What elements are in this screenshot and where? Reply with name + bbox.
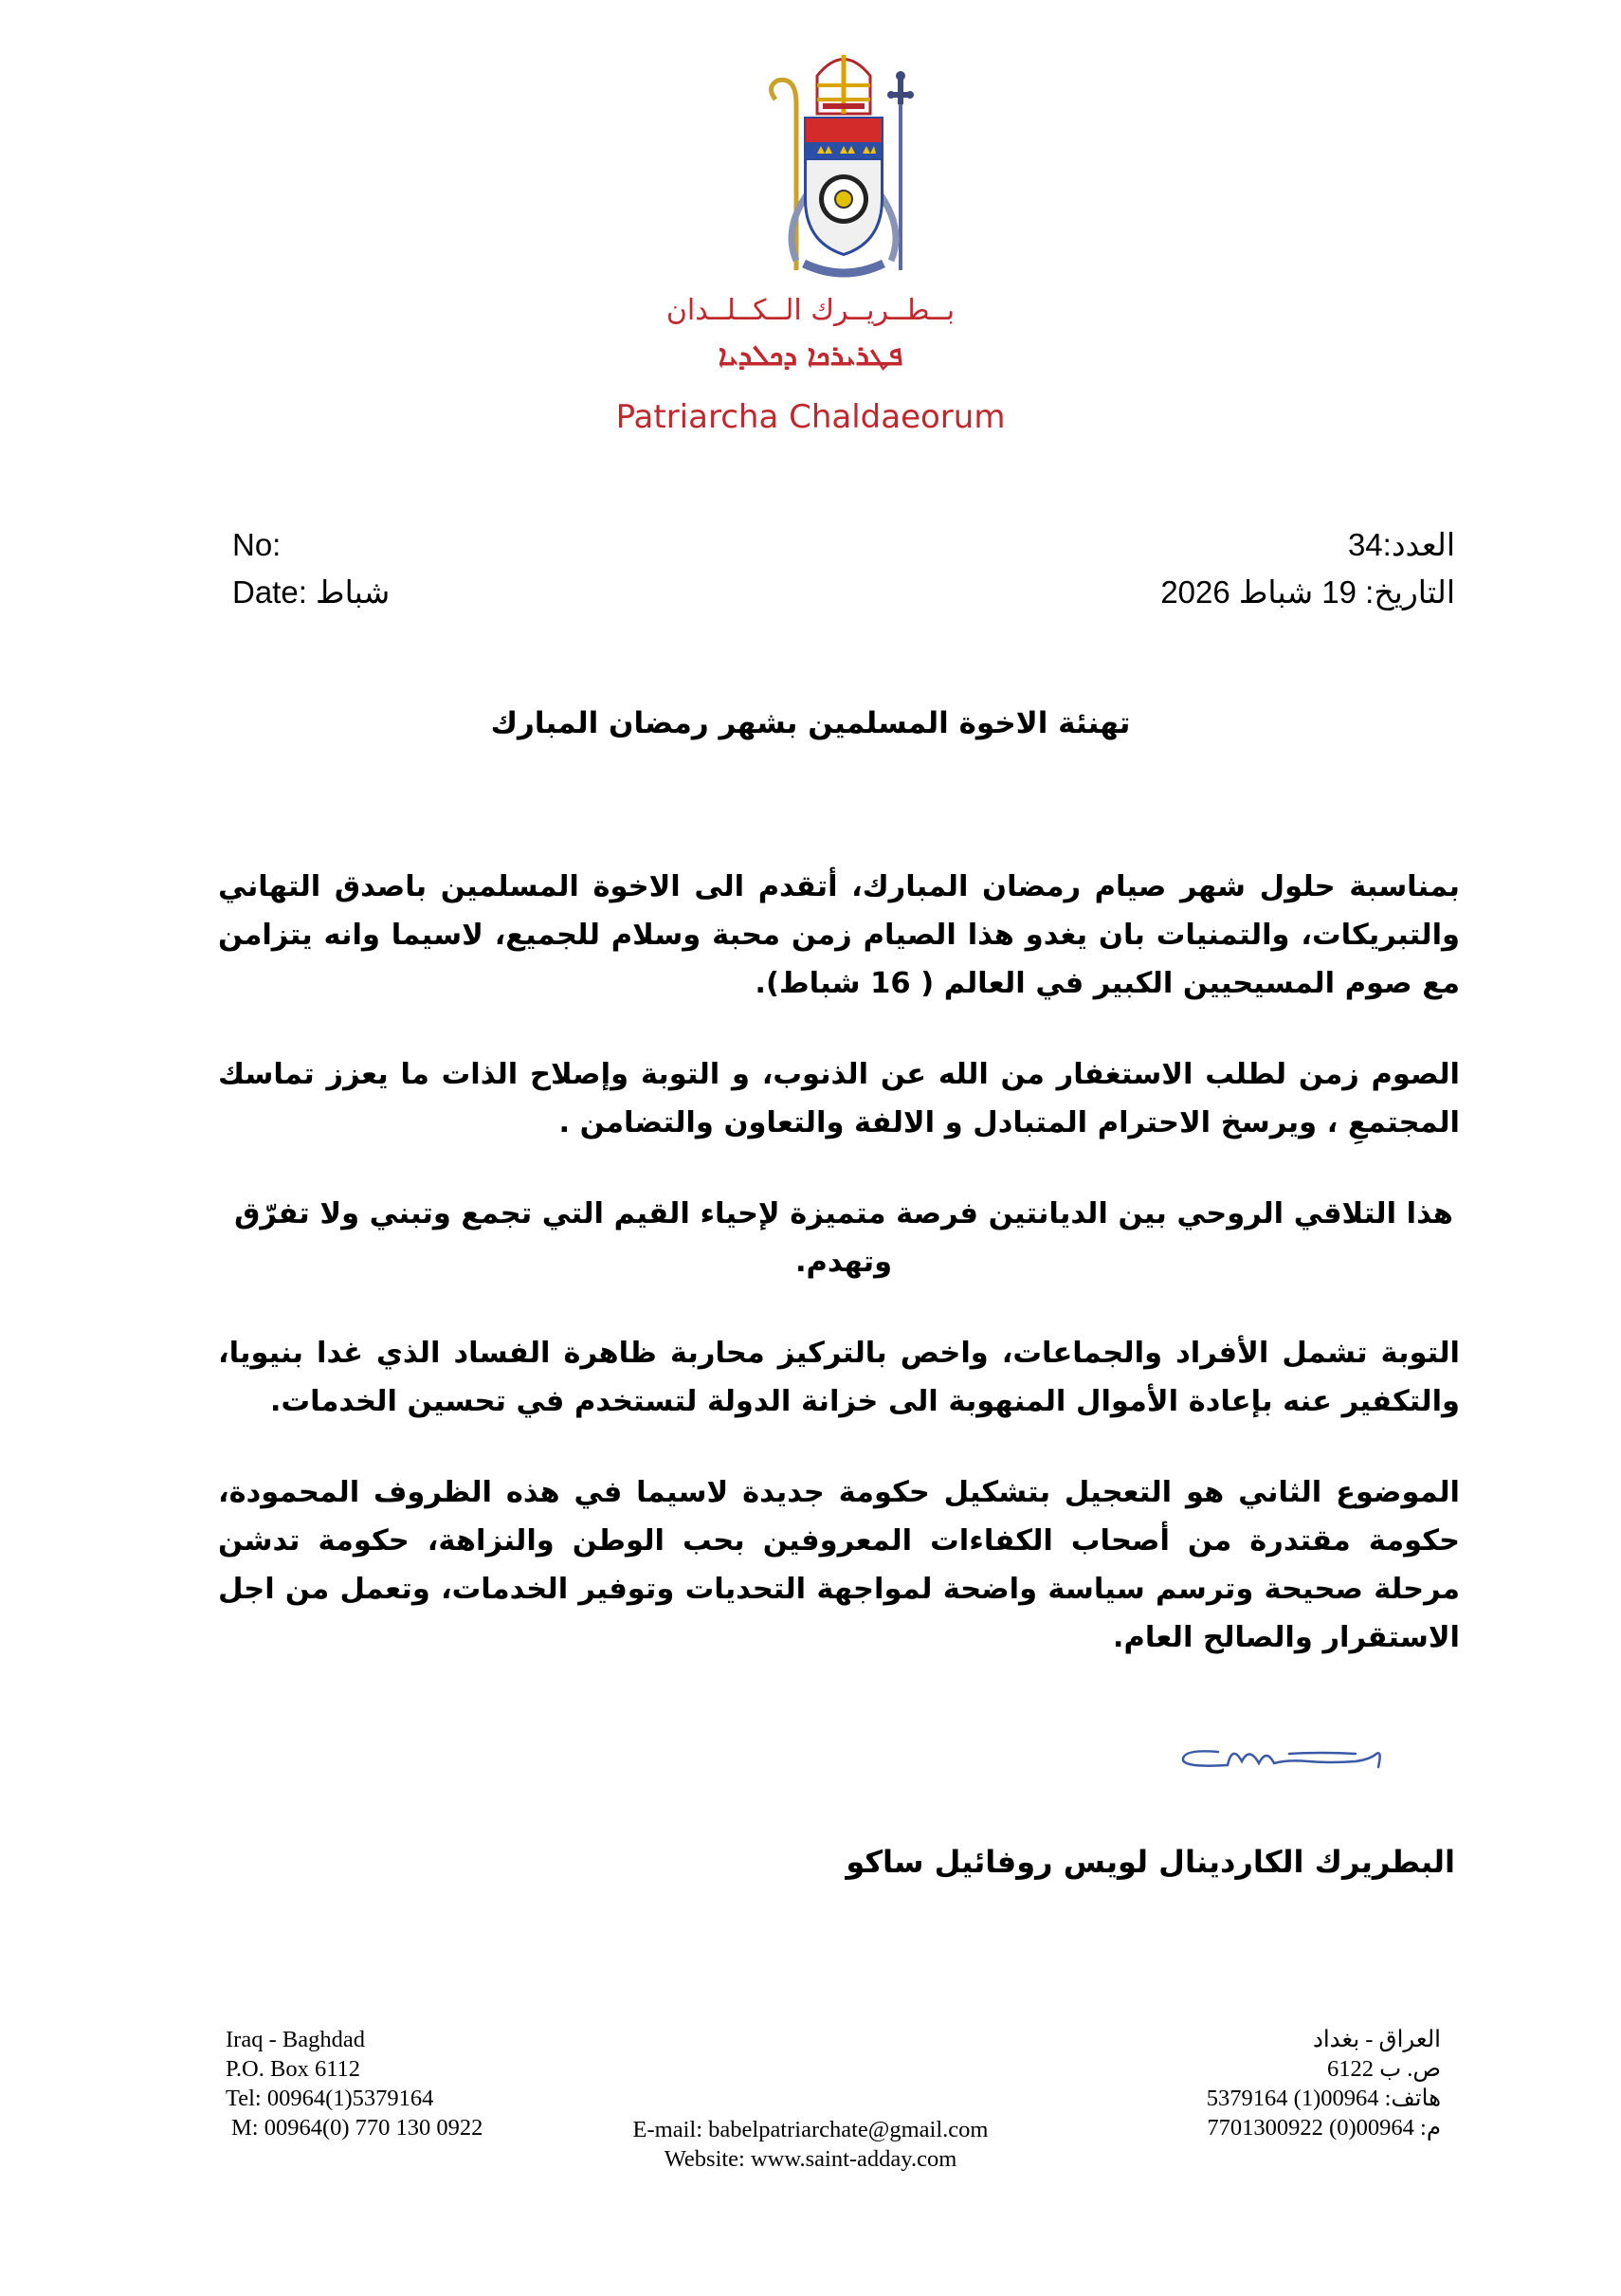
body-paragraph: هذا التلاقي الروحي بين الديانتين فرصة متميزة لإحياء القيم التي تجمع وتبني ولا تفرّق وتهدم. — [234, 1197, 1453, 1279]
arabic-date-label: التاريخ: 19 شباط 2026 — [1160, 574, 1455, 610]
footer-website[interactable]: Website: www.saint-adday.com — [664, 2146, 957, 2172]
footer-telephone: Tel: 00964(1)5379164 — [226, 2086, 434, 2111]
footer-address-ar: العراق - بغداد — [1312, 2027, 1441, 2052]
latin-patriarch-title: Patriarcha Chaldaeorum — [615, 398, 1006, 436]
footer-mobile: M: 00964(0) 770 130 0922 — [231, 2115, 483, 2141]
body-paragraph: الموضوع الثاني هو التعجيل بتشكيل حكومة جديدة لاسيما في هذه الظروف المحمودة، حكومة مقتدرة من أصحاب الكفاءات المعروفين بحب الوطن والنزاهة، حكومة تدشن مرحلة صحيحة وترسم سياسة واضحة لمواجهة التحديات وتوفير الخدمات، وتعمل من اجل الاستقرار والصالح العام. — [218, 1476, 1460, 1654]
syriac-patriarch-title: ܦܛܪܝܪܟܐ ܕܟܠܕܝܐ — [718, 339, 903, 373]
footer-online-contact — [479, 2115, 1142, 2174]
letter-subject: تهنئة الاخوة المسلمين بشهر رمضان المبارك — [490, 706, 1131, 740]
signatory-name: البطريرك الكاردينال لويس روفائيل ساكو — [846, 1844, 1455, 1880]
footer-mobile-ar: م: 00964(0) 7701300922 — [1207, 2115, 1441, 2141]
body-paragraph: الصوم زمن لطلب الاستغفار من الله عن الذنوب، و التوبة وإصلاح الذات ما يعزز تماسك المجتمعِ ، ويرسخ الاحترام المتبادل و الالفة والتعاون والتضامن . — [218, 1058, 1460, 1139]
arabic-patriarch-title: بــطــريــرك الــكــلــدان — [665, 294, 956, 327]
arabic-number-label: العدد:34 — [1347, 527, 1455, 562]
body-paragraph: بمناسبة حلول شهر صيام رمضان المبارك، أتقدم الى الاخوة المسلمين باصدق التهاني والتبريكات، والتمنيات بان يغدو هذا الصيام زمن محبة وسلام للجميع، لاسيما وانه يتزامن مع صوم المسيحيين الكبير في العالم ( 16 شباط). — [218, 870, 1460, 1000]
footer-address: Iraq - Baghdad — [226, 2027, 365, 2052]
no-label: No: — [232, 527, 282, 562]
footer-telephone-ar: هاتف: 00964(1) 5379164 — [1206, 2086, 1441, 2111]
body-paragraph: التوبة تشمل الأفراد والجماعات، واخص بالتركيز محاربة ظاهرة الفساد الذي غدا بنيويا، والتكفير عنه بإعادة الأموال المنهوبة الى خزانة الدولة لتستخدم في تحسين الخدمات. — [218, 1337, 1460, 1418]
footer-contact-arabic — [1207, 2025, 1441, 2142]
letter-body — [218, 863, 1460, 1704]
date-label: Date: شباط — [232, 574, 391, 610]
footer-email[interactable]: E-mail: babelpatriarchate@gmail.com — [632, 2117, 989, 2142]
footer-contact-english — [226, 2025, 483, 2142]
footer-po-box: P.O. Box 6112 — [226, 2056, 361, 2082]
handwritten-signature-icon — [1175, 1725, 1412, 1782]
footer-po-box-ar: ص. ب 6122 — [1326, 2056, 1441, 2082]
coat-of-arms-icon — [758, 47, 929, 292]
